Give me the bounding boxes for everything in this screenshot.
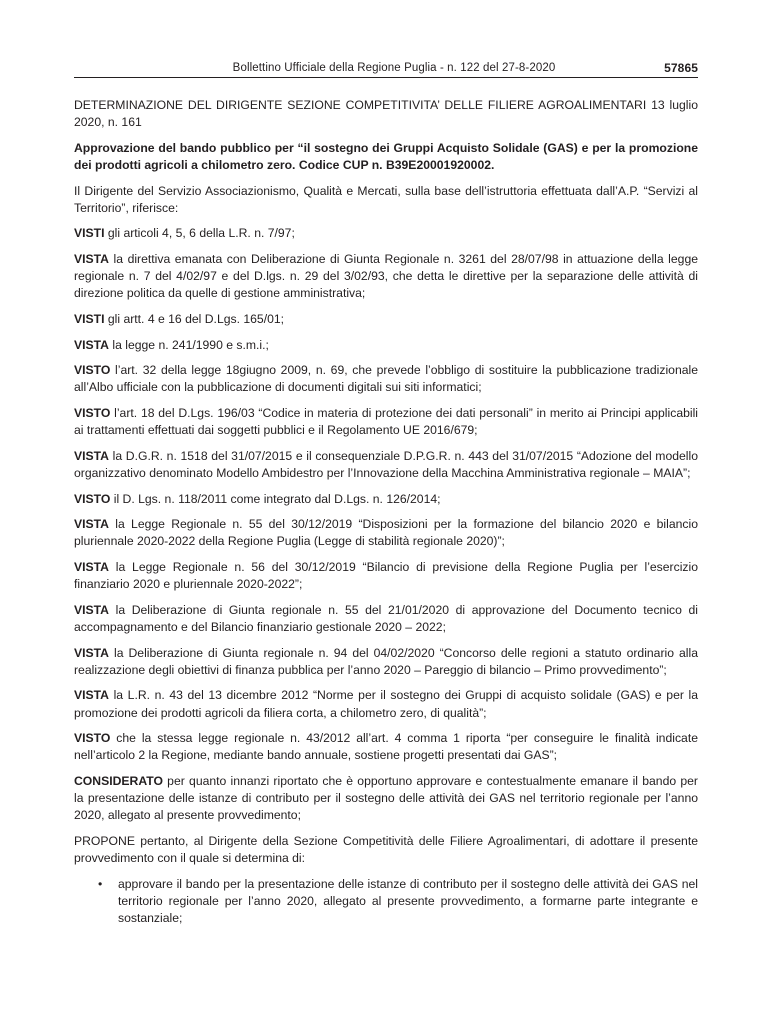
recital-paragraph <box>74 225 698 242</box>
recital-text: gli artt. 4 e 16 del D.Lgs. 165/01; <box>104 311 285 326</box>
recital-paragraph <box>74 773 698 825</box>
recital-lead: VISTA <box>74 688 109 703</box>
list-item-text: approvare il bando per la presentazione delle istanze di contributo per il sostegno delle attività dei GAS nel territorio regionale per l’anno 2020, allegato al presente provvedimento, a formarne parte integrante e sostanziale; <box>118 876 698 926</box>
page-header <box>74 61 698 77</box>
recital-lead: VISTA <box>74 602 109 617</box>
recital-lead: VISTA <box>74 448 109 463</box>
recital-paragraph <box>74 730 698 764</box>
recital-text: la legge n. 241/1990 e s.m.i.; <box>109 337 269 352</box>
recital-text: per quanto innanzi riportato che è opportuno approvare e contestualmente emanare il bando per la presentazione delle istanze di contributo per il sostegno delle attività dei GAS nel territorio regionale per l’anno 2020, allegato al presente provvedimento; <box>74 773 698 823</box>
recital-lead: VISTA <box>74 517 109 532</box>
recital-text: la direttiva emanata con Deliberazione di Giunta Regionale n. 3261 del 28/07/98 in attuazione della legge regionale n. 7 del 4/02/97 e del D.lgs. n. 29 del 3/02/93, che detta le direttive per la separazione delle attività di direzione politica da quelle di gestione amministrativa; <box>74 251 698 301</box>
recital-text: la L.R. n. 43 del 13 dicembre 2012 “Norme per il sostegno dei Gruppi di acquisto solidale (GAS) e per la promozione dei prodotti agricoli da filiera corta, a chilometro zero, di qualità”; <box>74 688 698 720</box>
recital-lead: VISTA <box>74 559 109 574</box>
recital-text: l’art. 18 del D.Lgs. 196/03 “Codice in materia di protezione dei dati personali” in merito ai Principi applicabili ai trattamenti effettuati dai soggetti pubblici e il Regolamento UE 2016/679; <box>74 405 698 438</box>
document-body <box>74 97 698 927</box>
intro-paragraph: Il Dirigente del Servizio Associazionismo, Qualità e Mercati, sulla base dell’istruttoria effettuata dall’A.P. “Servizi al Territorio”, riferisce: <box>74 183 698 215</box>
recital-paragraph <box>74 405 698 439</box>
recital-text: PROPONE pertanto, al Dirigente della Sezione Competitività delle Filiere Agroalimentari, di adottare il presente provvedimento con il quale si determina di: <box>74 833 698 866</box>
recital-paragraph <box>74 602 698 636</box>
recital-lead: VISTA <box>74 251 109 266</box>
recital-paragraph <box>74 516 698 550</box>
recital-text: gli articoli 4, 5, 6 della L.R. n. 7/97; <box>104 226 295 241</box>
recital-paragraph <box>74 362 698 396</box>
recitals <box>74 225 698 867</box>
recital-paragraph <box>74 311 698 328</box>
recital-text: l’art. 32 della legge 18giugno 2009, n. 69, che prevede l’obbligo di sostituire la pubblicazione tradizionale all’Albo ufficiale con la pubblicazione di documenti digitali sui siti informatici; <box>74 363 698 395</box>
recital-lead: VISTA <box>74 337 109 352</box>
recital-text: la D.G.R. n. 1518 del 31/07/2015 e il consequenziale D.P.G.R. n. 443 del 31/07/2015 “Adozione del modello organizzativo denominato Modello Ambidestro per l’Innovazione della Macchina Amministrativa regionale – MAIA”; <box>74 448 698 480</box>
recital-paragraph <box>74 491 698 508</box>
list-item <box>74 876 698 928</box>
recital-text: la Deliberazione di Giunta regionale n. 94 del 04/02/2020 “Concorso delle regioni a statuto ordinario alla realizzazione degli obiettivi di finanza pubblica per l’anno 2020 – Pareggio di bilancio – Primo provvedimento”; <box>74 645 698 677</box>
determination-subject: Approvazione del bando pubblico per “il sostegno dei Gruppi Acquisto Solidale (GAS) e per la promozione dei prodotti agricoli a chilometro zero. Codice CUP n. B39E20001920002. <box>74 140 698 172</box>
recital-paragraph <box>74 251 698 303</box>
recital-lead: VISTO <box>74 405 111 420</box>
recital-lead: VISTO <box>74 491 111 506</box>
recital-text: che la stessa legge regionale n. 43/2012 all’art. 4 comma 1 riporta “per conseguire le finalità indicate nell’articolo 2 la Regione, mediante bando annuale, sostiene progetti presentati dai GAS”; <box>74 731 698 763</box>
recital-lead: VISTO <box>74 363 111 378</box>
recital-paragraph <box>74 559 698 593</box>
recital-lead: VISTI <box>74 226 105 241</box>
bullet-icon: • <box>98 876 103 891</box>
recital-lead: VISTI <box>74 311 105 326</box>
page-number: 57865 <box>664 61 698 75</box>
proposal-list <box>74 876 698 928</box>
recital-paragraph <box>74 337 698 354</box>
recital-lead: CONSIDERATO <box>74 773 163 788</box>
recital-lead: VISTA <box>74 645 109 660</box>
recital-text: la Legge Regionale n. 56 del 30/12/2019 “Bilancio di previsione della Regione Puglia per l’esercizio finanziario 2020 e pluriennale 2020-2022”; <box>74 559 698 592</box>
bulletin-title: Bollettino Ufficiale della Regione Puglia - n. 122 del 27-8-2020 <box>232 62 556 74</box>
recital-paragraph <box>74 448 698 482</box>
recital-paragraph <box>74 833 698 867</box>
recital-text: la Deliberazione di Giunta regionale n. 55 del 21/01/2020 di approvazione del Documento tecnico di accompagnamento e del Bilancio finanziario gestionale 2020 – 2022; <box>74 602 698 634</box>
recital-paragraph <box>74 645 698 679</box>
determination-heading: DETERMINAZIONE DEL DIRIGENTE SEZIONE COMPETITIVITA’ DELLE FILIERE AGROALIMENTARI 13 luglio 2020, n. 161 <box>74 98 698 130</box>
recital-lead: VISTO <box>74 731 111 746</box>
header-divider <box>74 77 698 78</box>
recital-text: la Legge Regionale n. 55 del 30/12/2019 “Disposizioni per la formazione del bilancio 2020 e bilancio pluriennale 2020-2022 della Regione Puglia (Legge di stabilità regionale 2020)”; <box>74 517 698 549</box>
recital-paragraph <box>74 687 698 721</box>
recital-text: il D. Lgs. n. 118/2011 come integrato dal D.Lgs. n. 126/2014; <box>110 491 441 506</box>
